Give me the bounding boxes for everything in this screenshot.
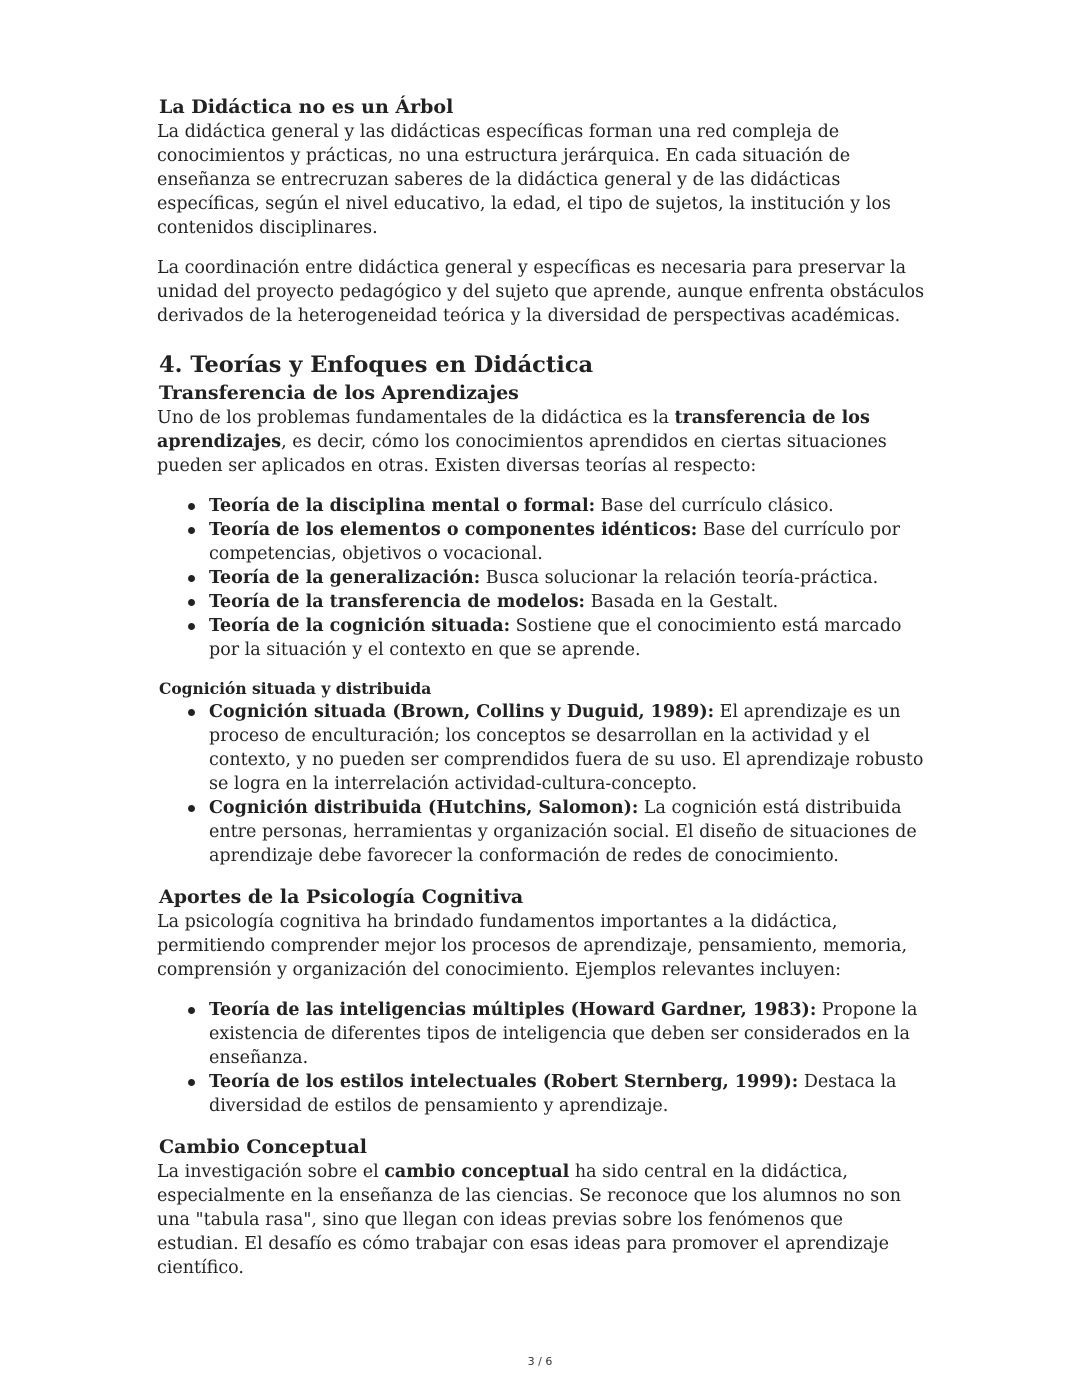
list-psicologia	[157, 998, 927, 1118]
bold-term: transferencia de los aprendizajes	[157, 408, 870, 452]
list-item-text: Base del currículo por competencias, objetivos o vocacional.	[209, 520, 900, 564]
list-item-text: Destaca la diversidad de estilos de pensamiento y aprendizaje.	[209, 1072, 897, 1116]
bullet-icon	[188, 623, 195, 630]
heading-cognicion: Cognición situada y distribuida	[159, 679, 432, 698]
bullet-icon	[188, 599, 195, 606]
text-run: Uno de los problemas fundamentales de la didáctica es la	[157, 408, 675, 428]
list-item-text: Basada en la Gestalt.	[585, 592, 779, 612]
list-item	[209, 566, 927, 590]
list-item-term: Teoría de los elementos o componentes idénticos:	[209, 520, 698, 540]
paragraph-transferencia	[157, 406, 927, 478]
bullet-icon	[188, 503, 195, 510]
heading-arbol: La Didáctica no es un Árbol	[159, 96, 454, 118]
list-item-term: Teoría de la generalización:	[209, 568, 481, 588]
list-item-text: El aprendizaje es un proceso de enculturación; los conceptos se desarrollan en la actividad y el contexto, y no pueden ser comprendidos fuera de su uso. El aprendizaje robusto se logra en la interrelación actividad-cultura-concepto.	[209, 702, 924, 794]
page-number: 3 / 6	[527, 1355, 553, 1368]
list-item-term: Teoría de las inteligencias múltiples (Howard Gardner, 1983):	[209, 1000, 817, 1020]
paragraph-arbol-2: La coordinación entre didáctica general y específicas es necesaria para preservar la unidad del proyecto pedagógico y del sujeto que aprende, aunque enfrenta obstáculos derivados de la heterogeneidad teórica y la diversidad de perspectivas académicas.	[157, 258, 925, 326]
list-item-term: Teoría de la cognición situada:	[209, 616, 511, 636]
heading-cambio: Cambio Conceptual	[159, 1136, 367, 1158]
text-run: , es decir, cómo los conocimientos aprendidos en ciertas situaciones pueden ser aplicados en otras. Existen diversas teorías al respecto:	[157, 432, 887, 476]
bullet-icon	[188, 1079, 195, 1086]
list-item-text: Propone la existencia de diferentes tipos de inteligencia que deben ser considerados en la enseñanza.	[209, 1000, 918, 1068]
list-item-text: Base del currículo clásico.	[595, 496, 834, 516]
heading-teorias: 4. Teorías y Enfoques en Didáctica	[159, 352, 594, 378]
list-item-term: Teoría de la disciplina mental o formal:	[209, 496, 596, 516]
text-run: La investigación sobre el	[157, 1162, 385, 1182]
bullet-icon	[188, 1007, 195, 1014]
paragraph-psicologia: La psicología cognitiva ha brindado fundamentos importantes a la didáctica, permitiendo comprender mejor los procesos de aprendizaje, pensamiento, memoria, comprensión y organización del conocimiento. Ejemplos relevantes incluyen:	[157, 912, 908, 980]
paragraph-cambio	[157, 1160, 927, 1280]
list-item	[209, 998, 927, 1070]
list-item-term: Teoría de la transferencia de modelos:	[209, 592, 586, 612]
list-item-term: Teoría de los estilos intelectuales (Robert Sternberg, 1999):	[209, 1072, 799, 1092]
list-item	[209, 1070, 927, 1118]
bullet-icon	[188, 527, 195, 534]
list-item	[209, 700, 927, 796]
bullet-icon	[188, 805, 195, 812]
list-item	[209, 796, 927, 868]
list-transferencia	[157, 494, 927, 662]
bold-term: cambio conceptual	[384, 1162, 570, 1182]
bullet-icon	[188, 709, 195, 716]
list-item	[209, 590, 927, 614]
list-cognicion	[157, 700, 927, 868]
list-item	[209, 518, 927, 566]
bullet-icon	[188, 575, 195, 582]
text-run: ha sido central en la didáctica, especialmente en la enseñanza de las ciencias. Se reconoce que los alumnos no son una "tabula rasa", sino que llegan con ideas previas sobre los fenómenos que estudian. El desafío es cómo trabajar con esas ideas para promover el aprendizaje científico.	[157, 1162, 902, 1278]
list-item	[209, 614, 927, 662]
document-page	[157, 94, 927, 1280]
list-item-text: Busca solucionar la relación teoría-práctica.	[480, 568, 879, 588]
list-item-term: Cognición distribuida (Hutchins, Salomon):	[209, 798, 639, 818]
heading-psicologia: Aportes de la Psicología Cognitiva	[159, 886, 524, 908]
list-item-text: La cognición está distribuida entre personas, herramientas y organización social. El diseño de situaciones de aprendizaje debe favorecer la conformación de redes de conocimiento.	[209, 798, 917, 866]
paragraph-arbol-1: La didáctica general y las didácticas específicas forman una red compleja de conocimientos y prácticas, no una estructura jerárquica. En cada situación de enseñanza se entrecruzan saberes de la didáctica general y de las didácticas específicas, según el nivel educativo, la edad, el tipo de sujetos, la institución y los contenidos disciplinares.	[157, 122, 891, 238]
heading-transferencia: Transferencia de los Aprendizajes	[159, 382, 519, 404]
list-item-term: Cognición situada (Brown, Collins y Duguid, 1989):	[209, 702, 715, 722]
list-item-text: Sostiene que el conocimiento está marcado por la situación y el contexto en que se aprende.	[209, 616, 902, 660]
list-item	[209, 494, 927, 518]
